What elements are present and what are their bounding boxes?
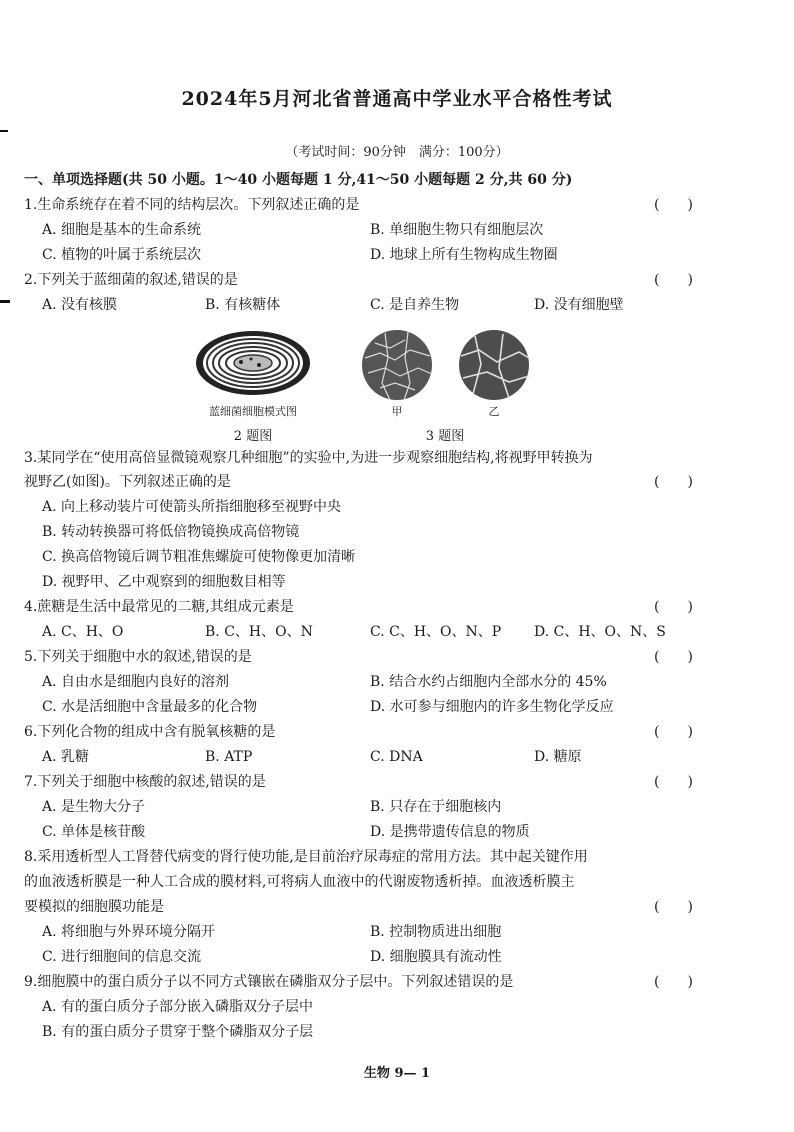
option: D. 糖原 bbox=[534, 749, 582, 765]
cyanobacteria-cell-diagram bbox=[193, 328, 313, 398]
option: C. 水是活细胞中含量最多的化合物 bbox=[42, 699, 258, 715]
figure-label-jia: 甲 bbox=[391, 405, 403, 418]
option: A. 乳糖 bbox=[42, 749, 90, 765]
option: B. 转动转换器可将低倍物镜换成高倍物镜 bbox=[42, 524, 300, 540]
question-stem: 6.下列化合物的组成中含有脱氧核糖的是 bbox=[24, 724, 276, 740]
option: D. 细胞膜具有流动性 bbox=[370, 949, 502, 965]
figure-label: 3 题图 bbox=[425, 429, 465, 444]
page-footer: 生物 9— 1 bbox=[363, 1066, 431, 1081]
question-stem: 1.生命系统存在着不同的结构层次。下列叙述正确的是 bbox=[24, 197, 360, 213]
answer-paren: ( ) bbox=[654, 724, 693, 740]
option: D. 水可参与细胞内的许多生物化学反应 bbox=[370, 699, 614, 715]
answer-paren: ( ) bbox=[654, 474, 693, 490]
option: B. 控制物质进出细胞 bbox=[370, 924, 502, 940]
option: C. DNA bbox=[370, 749, 423, 765]
question-stem: 的血液透析膜是一种人工合成的膜材料,可将病人血液中的代谢废物透析掉。血液透析膜主 bbox=[24, 874, 575, 890]
option: D. 地球上所有生物构成生物圈 bbox=[370, 247, 558, 263]
option: D. C、H、O、N、S bbox=[534, 624, 666, 640]
question-stem: 要模拟的细胞膜功能是 bbox=[24, 899, 164, 915]
figure-label: 2 题图 bbox=[233, 429, 273, 444]
microscope-field-b bbox=[457, 328, 531, 402]
answer-paren: ( ) bbox=[654, 899, 693, 915]
option: A. 细胞是基本的生命系统 bbox=[42, 222, 202, 238]
microscope-field-a bbox=[360, 328, 434, 402]
answer-paren: ( ) bbox=[654, 649, 693, 665]
option: C. C、H、O、N、P bbox=[370, 624, 502, 640]
figure-caption: 蓝细菌细胞模式图 bbox=[209, 405, 297, 418]
question-stem: 5.下列关于细胞中水的叙述,错误的是 bbox=[24, 649, 252, 665]
option: C. 进行细胞间的信息交流 bbox=[42, 949, 202, 965]
option: A. C、H、O bbox=[42, 624, 124, 640]
option: A. 将细胞与外界环境分隔开 bbox=[42, 924, 216, 940]
section-heading: 一、单项选择题(共 50 小题。1～40 小题每题 1 分,41～50 小题每题 2 分,共 60 分) bbox=[24, 172, 573, 188]
option: B. C、H、O、N bbox=[205, 624, 313, 640]
option: B. ATP bbox=[205, 749, 253, 765]
question-stem: 视野乙(如图)。下列叙述正确的是 bbox=[24, 474, 231, 490]
answer-paren: ( ) bbox=[654, 272, 693, 288]
option: C. 换高倍物镜后调节粗准焦螺旋可使物像更加清晰 bbox=[42, 549, 356, 565]
exam-title: 2024年5月河北省普通高中学业水平合格性考试 bbox=[181, 88, 613, 110]
option: B. 有核糖体 bbox=[205, 297, 281, 313]
exam-subtitle: （考试时间：90分钟 满分：100分） bbox=[285, 145, 509, 160]
option: A. 有的蛋白质分子部分嵌入磷脂双分子层中 bbox=[42, 999, 314, 1015]
option: B. 单细胞生物只有细胞层次 bbox=[370, 222, 544, 238]
option: D. 没有细胞壁 bbox=[534, 297, 624, 313]
question-stem: 3.某同学在“使用高倍显微镜观察几种细胞”的实验中,为进一步观察细胞结构,将视野甲转换为 bbox=[24, 450, 593, 466]
question-stem: 7.下列关于细胞中核酸的叙述,错误的是 bbox=[24, 774, 266, 790]
answer-paren: ( ) bbox=[654, 197, 693, 213]
margin-mark bbox=[0, 300, 10, 303]
question-stem: 9.细胞膜中的蛋白质分子以不同方式镶嵌在磷脂双分子层中。下列叙述错误的是 bbox=[24, 974, 514, 990]
option: B. 结合水约占细胞内全部水分的 45% bbox=[370, 674, 607, 690]
option: B. 只存在于细胞核内 bbox=[370, 799, 502, 815]
option: D. 视野甲、乙中观察到的细胞数目相等 bbox=[42, 574, 286, 590]
option: A. 向上移动装片可使箭头所指细胞移至视野中央 bbox=[42, 499, 342, 515]
question-stem: 4.蔗糖是生活中最常见的二糖,其组成元素是 bbox=[24, 599, 294, 615]
question-stem: 8.采用透析型人工肾替代病变的肾行使功能,是目前治疗尿毒症的常用方法。其中起关键作用 bbox=[24, 849, 588, 865]
option: C. 是自养生物 bbox=[370, 297, 460, 313]
margin-mark bbox=[0, 130, 8, 132]
option: A. 自由水是细胞内良好的溶剂 bbox=[42, 674, 230, 690]
option: B. 有的蛋白质分子贯穿于整个磷脂双分子层 bbox=[42, 1024, 314, 1040]
answer-paren: ( ) bbox=[654, 599, 693, 615]
figure-label-yi: 乙 bbox=[488, 405, 500, 418]
option: C. 植物的叶属于系统层次 bbox=[42, 247, 202, 263]
question-stem: 2.下列关于蓝细菌的叙述,错误的是 bbox=[24, 272, 238, 288]
option: D. 是携带遗传信息的物质 bbox=[370, 824, 530, 840]
option: A. 是生物大分子 bbox=[42, 799, 146, 815]
option: C. 单体是核苷酸 bbox=[42, 824, 146, 840]
option: A. 没有核膜 bbox=[42, 297, 118, 313]
answer-paren: ( ) bbox=[654, 974, 693, 990]
answer-paren: ( ) bbox=[654, 774, 693, 790]
